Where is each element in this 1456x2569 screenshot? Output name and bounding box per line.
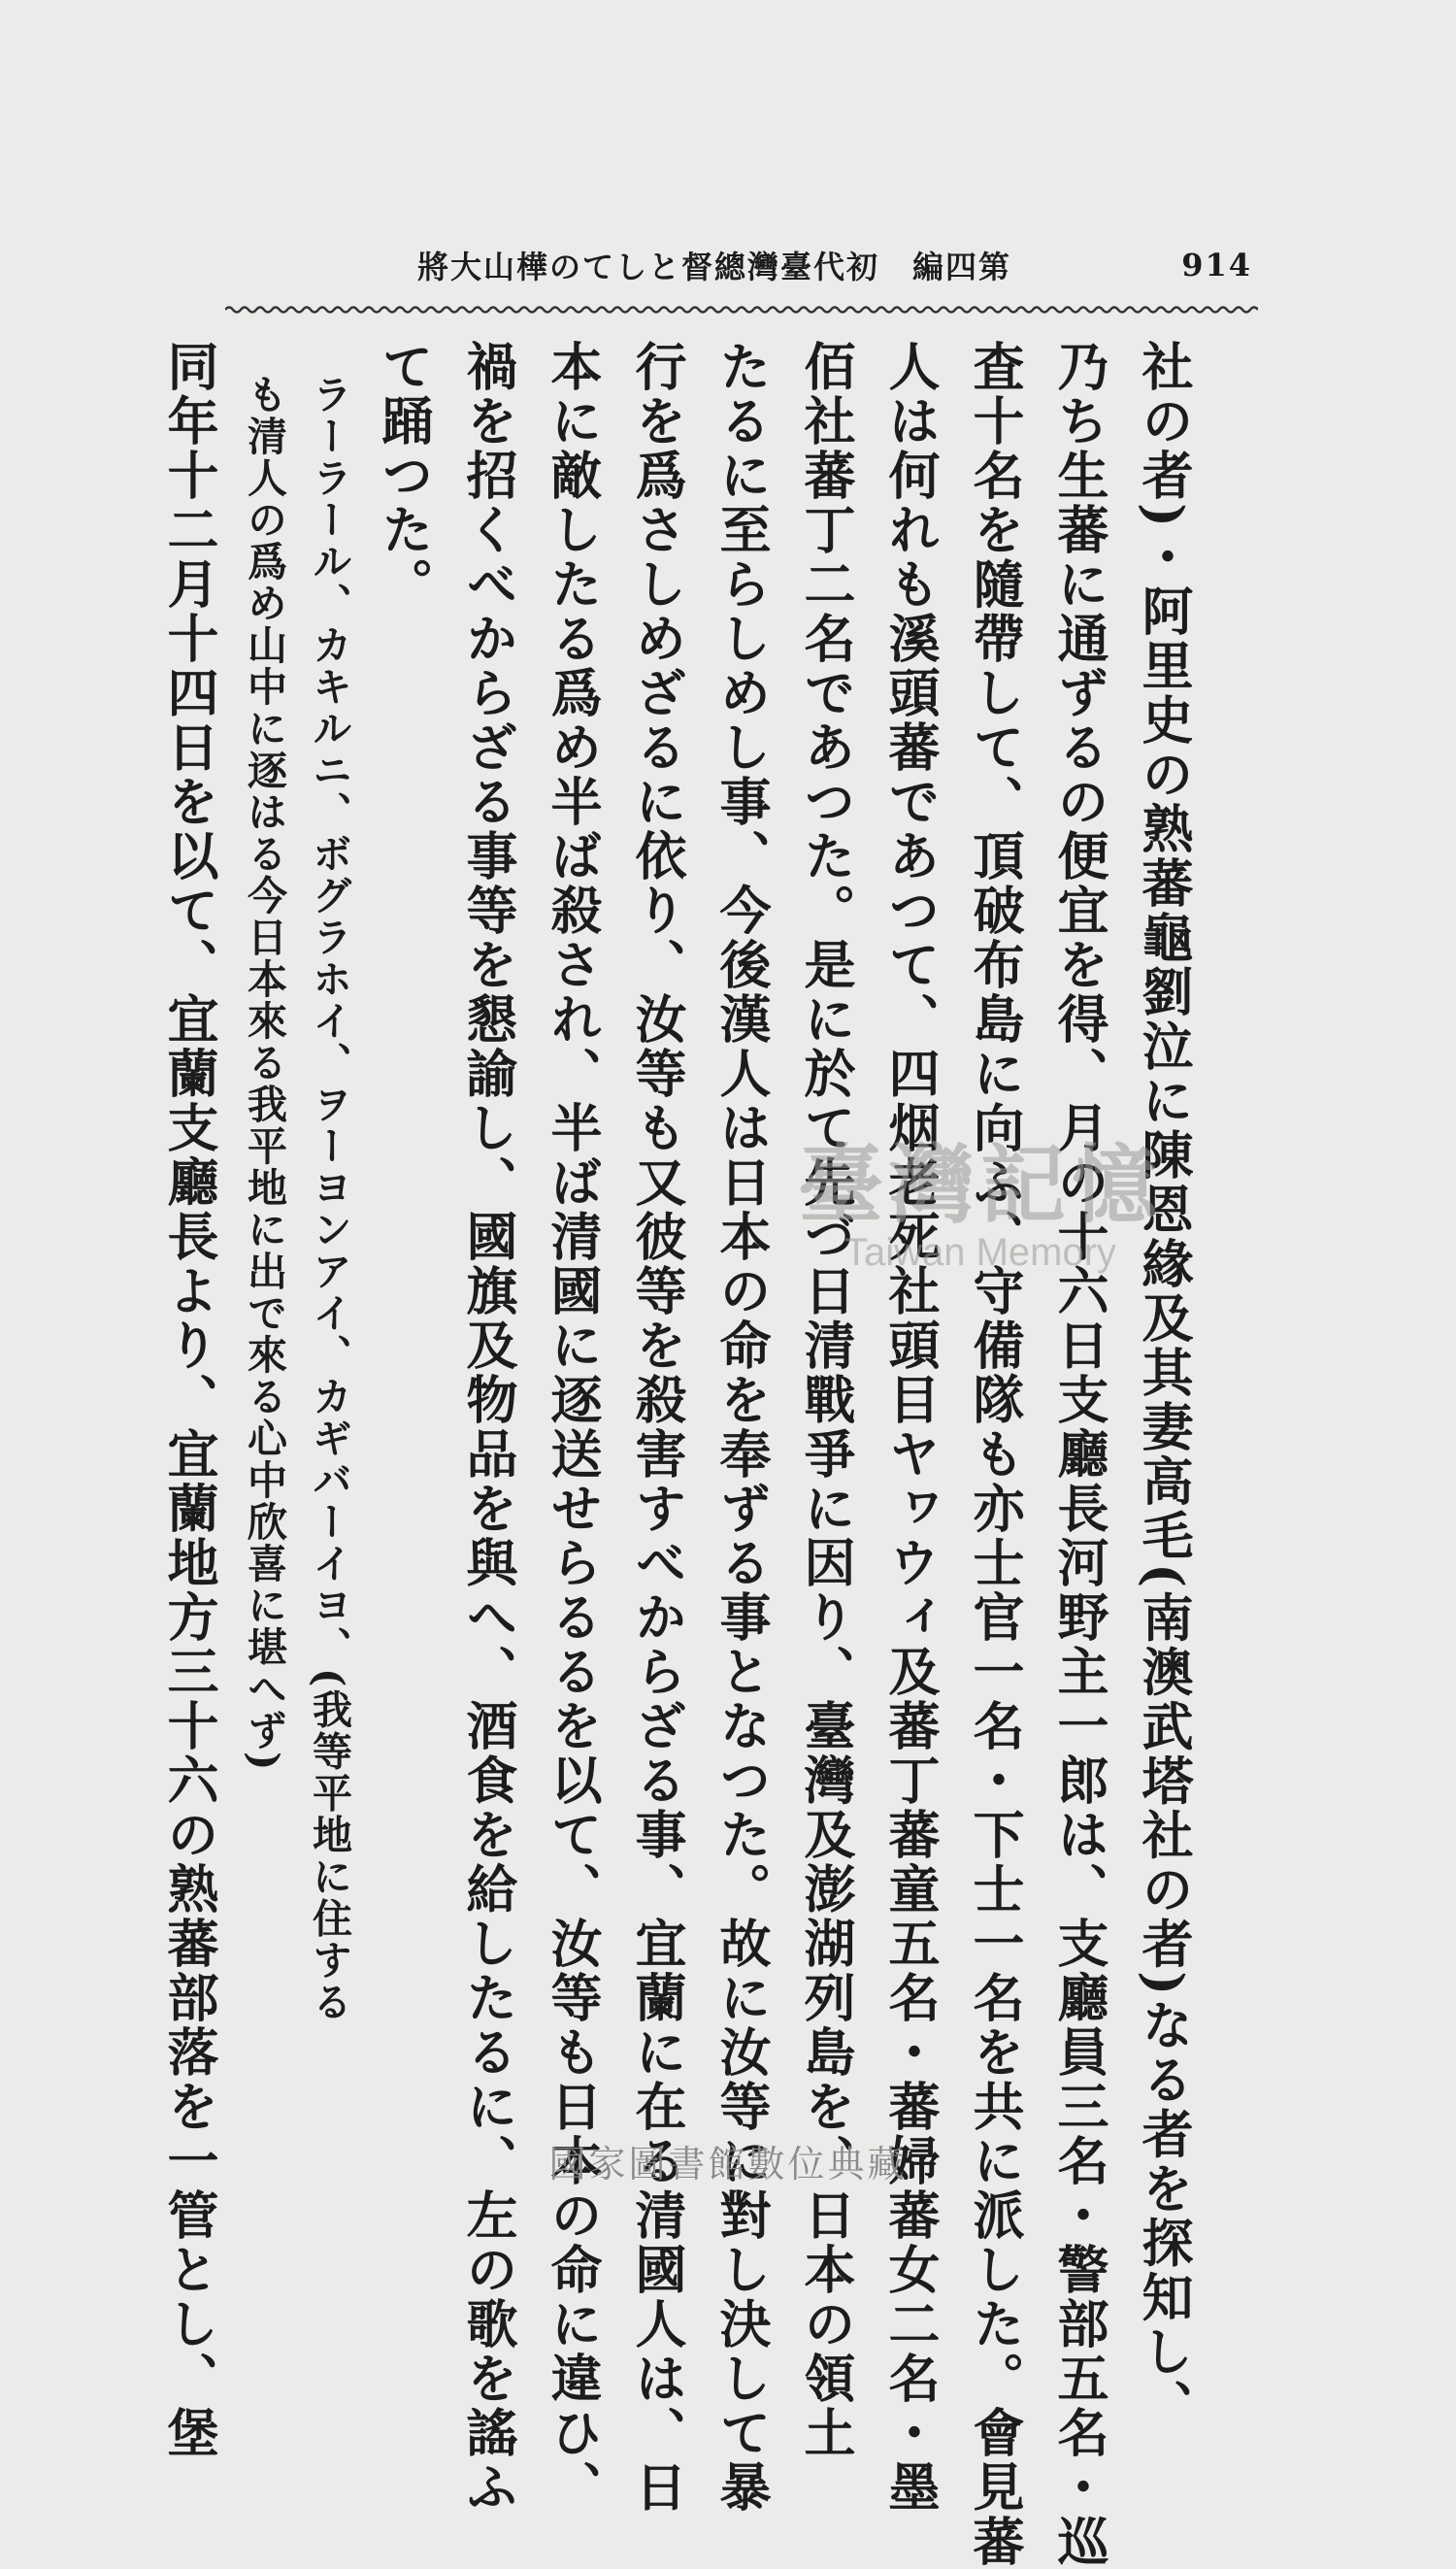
text-column: 佰社蕃丁二名であつた。是に於て先づ日清戰爭に因り、臺灣及澎湖列島を、日本の領土 xyxy=(796,340,856,2460)
page-number: 914 xyxy=(1181,247,1252,284)
text-column: 査十名を隨帶して、頂破布島に向ふ、守備隊も亦士官一名・下士一名を共に派した。會見蕃 xyxy=(965,340,1025,2569)
running-header xyxy=(417,241,1252,289)
footer-collection-label: 國家圖書館數位典藏 xyxy=(548,2143,908,2185)
text-column: 禍を招くべからざる事等を懇諭し、國旗及物品を與へ、酒食を給したるに、左の歌を謠ふ xyxy=(458,340,518,2515)
text-column: 行を爲さしめざるに依り、汝等も又彼等を殺害すべからざる事、宜蘭に在る清國人は、日 xyxy=(627,340,687,2515)
text-column: 乃ち生蕃に通ずるの便宜を得、月の十六日支廳長河野主一郎は、支廳員三名・警部五名・巡 xyxy=(1049,340,1109,2569)
watermark-en: Taiwan Memory xyxy=(844,1231,1117,1274)
running-title: 將大山樺のてしと督總灣臺代初 編四第 xyxy=(417,249,1012,285)
text-column: て踊つた。 xyxy=(374,340,434,612)
wavy-divider xyxy=(225,303,1258,317)
text-column: 社の者)・阿里史の熟蕃龜劉泣に陳恩緣及其妻高毛(南澳武塔社の者)なる者を探知し、 xyxy=(1134,340,1194,2434)
text-column: たるに至らしめし事、今後漢人は日本の命を奉ずる事となつた。故に汝等に對し決して暴 xyxy=(711,340,772,2515)
watermark xyxy=(757,1136,1204,1282)
song-lyric-column: ラーラール、カキルニ、ボグラホイ、ヲーヨンアイ、カギバーイヨ、(我等平地に住する xyxy=(306,374,352,2023)
text-column: 本に敵したる爲め半ば殺され、半ば清國に逐送せらるるを以て、汝等も日本の命に違ひ、 xyxy=(543,340,603,2515)
text-column: 同年十二月十四日を以て、宜蘭支廳長より、宜蘭地方三十六の熟蕃部落を一管とし、堡 xyxy=(159,340,219,2460)
text-column: 人は何れも溪頭蕃であつて、四烟老死社頭目ヤヮウィ及蕃丁蕃童五名・蕃婦蕃女二名・墨 xyxy=(880,340,941,2515)
watermark-cjk: 臺灣記憶 xyxy=(797,1134,1163,1235)
song-lyric-column: も清人の爲め山中に逐はる今日本來る我平地に出で來る心中欣喜に堪へず) xyxy=(241,374,287,1773)
